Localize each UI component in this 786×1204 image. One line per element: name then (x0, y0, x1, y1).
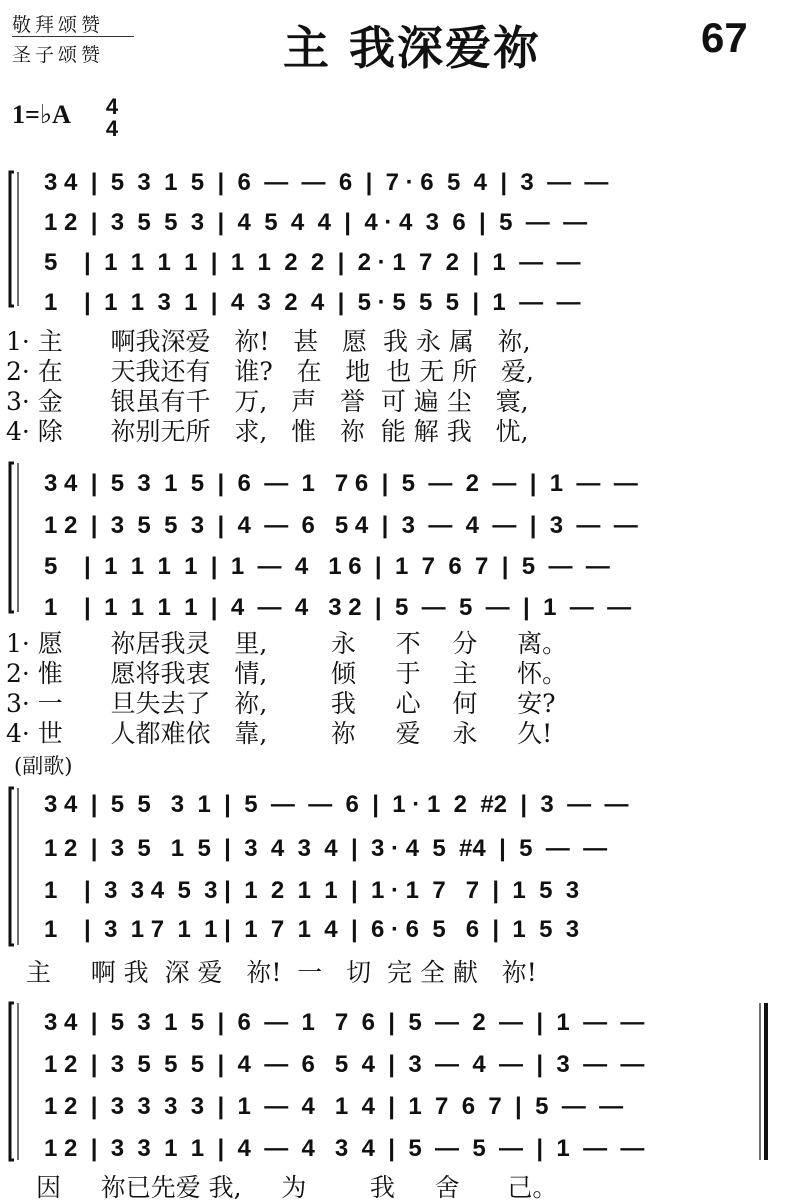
system-2-lyric-verse-1: 1· 愿 祢居我灵 里, 永 不 分 离。 (6, 629, 568, 658)
hymn-title: 主 我深爱祢 (283, 21, 542, 75)
chorus-label: (副歌) (14, 754, 73, 778)
category-son-praise: 圣子颂赞 (12, 44, 105, 66)
system-2-lyric-verse-4: 4· 世 人都难依 靠, 祢 爱 永 久! (6, 719, 553, 748)
system-4-bass: 1 2 | 3 3 1 1 | 4 — 4 3 4 | 5 — 5 — | 1 — — (44, 1135, 645, 1162)
system-4-alto: 1 2 | 3 5 5 5 | 4 — 6 5 4 | 3 — 4 — | 3 — — (44, 1051, 645, 1078)
system-3-tenor: 1 | 3 3 4 5 3 | 1 2 1 1 | 1 · 1 7 7 | 1 5 3 (44, 877, 580, 904)
system-1-lyric-verse-3: 3· 金 银虽有千 万, 声 誉 可 遍 尘 寰, (6, 387, 529, 416)
system-4-soprano: 3 4 | 5 3 1 5 | 6 — 1 7 6 | 5 — 2 — | 1 — — (44, 1009, 645, 1036)
system-2-soprano: 3 4 | 5 3 1 5 | 6 — 1 7 6 | 5 — 2 — | 1 — — (44, 470, 638, 497)
time-signature-bottom: 4 (105, 116, 119, 141)
time-signature-top: 4 (105, 94, 119, 119)
system-2-lyric-verse-2: 2· 惟 愿将我衷 情, 倾 于 主 怀。 (6, 659, 568, 688)
system-2-tenor: 5 | 1 1 1 1 | 1 — 4 1 6 | 1 7 6 7 | 5 — — (44, 553, 610, 580)
system-1-bass: 1 | 1 1 3 1 | 4 3 2 4 | 5 · 5 5 5 | 1 — — (44, 289, 581, 316)
system-1-lyric-verse-4: 4· 除 祢别无所 求, 惟 祢 能 解 我 忧, (6, 417, 529, 446)
system-1-lyric-verse-1: 1· 主 啊我深爱 祢! 甚 愿 我 永 属 祢, (6, 327, 531, 356)
hymn-number: 67 (701, 14, 748, 61)
category-worship: 敬拜颂赞 (12, 14, 105, 36)
system-2-lyric-verse-3: 3· 一 旦失去了 祢, 我 心 何 安? (6, 689, 556, 718)
system-4-lyric: 因 祢已先爱 我, 为 我 舍 己。 (36, 1173, 558, 1202)
system-1-alto: 1 2 | 3 5 5 3 | 4 5 4 4 | 4 · 4 3 6 | 5 — — (44, 209, 588, 236)
key-signature: 1=♭A (12, 100, 71, 129)
system-3-bass: 1 | 3 1 7 1 1 | 1 7 1 4 | 6 · 6 5 6 | 1 5 3 (44, 916, 580, 943)
system-1-tenor: 5 | 1 1 1 1 | 1 1 2 2 | 2 · 1 7 2 | 1 — — (44, 249, 581, 276)
system-3-soprano: 3 4 | 5 5 3 1 | 5 — — 6 | 1 · 1 2 #2 | 3 — — (44, 791, 629, 818)
system-1-soprano: 3 4 | 5 3 1 5 | 6 — — 6 | 7 · 6 5 4 | 3 — — (44, 169, 609, 196)
system-2-alto: 1 2 | 3 5 5 3 | 4 — 6 5 4 | 3 — 4 — | 3 — — (44, 512, 638, 539)
system-2-bass: 1 | 1 1 1 1 | 4 — 4 3 2 | 5 — 5 — | 1 — — (44, 594, 632, 621)
system-3-lyric: 主 啊 我 深 爱 祢! 一 切 完 全 献 祢! (26, 958, 537, 987)
system-1-lyric-verse-2: 2· 在 天我还有 谁? 在 地 也 无 所 爱, (6, 357, 534, 386)
system-4-tenor: 1 2 | 3 3 3 3 | 1 — 4 1 4 | 1 7 6 7 | 5 — — (44, 1093, 624, 1120)
system-3-alto: 1 2 | 3 5 1 5 | 3 4 3 4 | 3 · 4 5 #4 | 5 — — (44, 835, 608, 862)
